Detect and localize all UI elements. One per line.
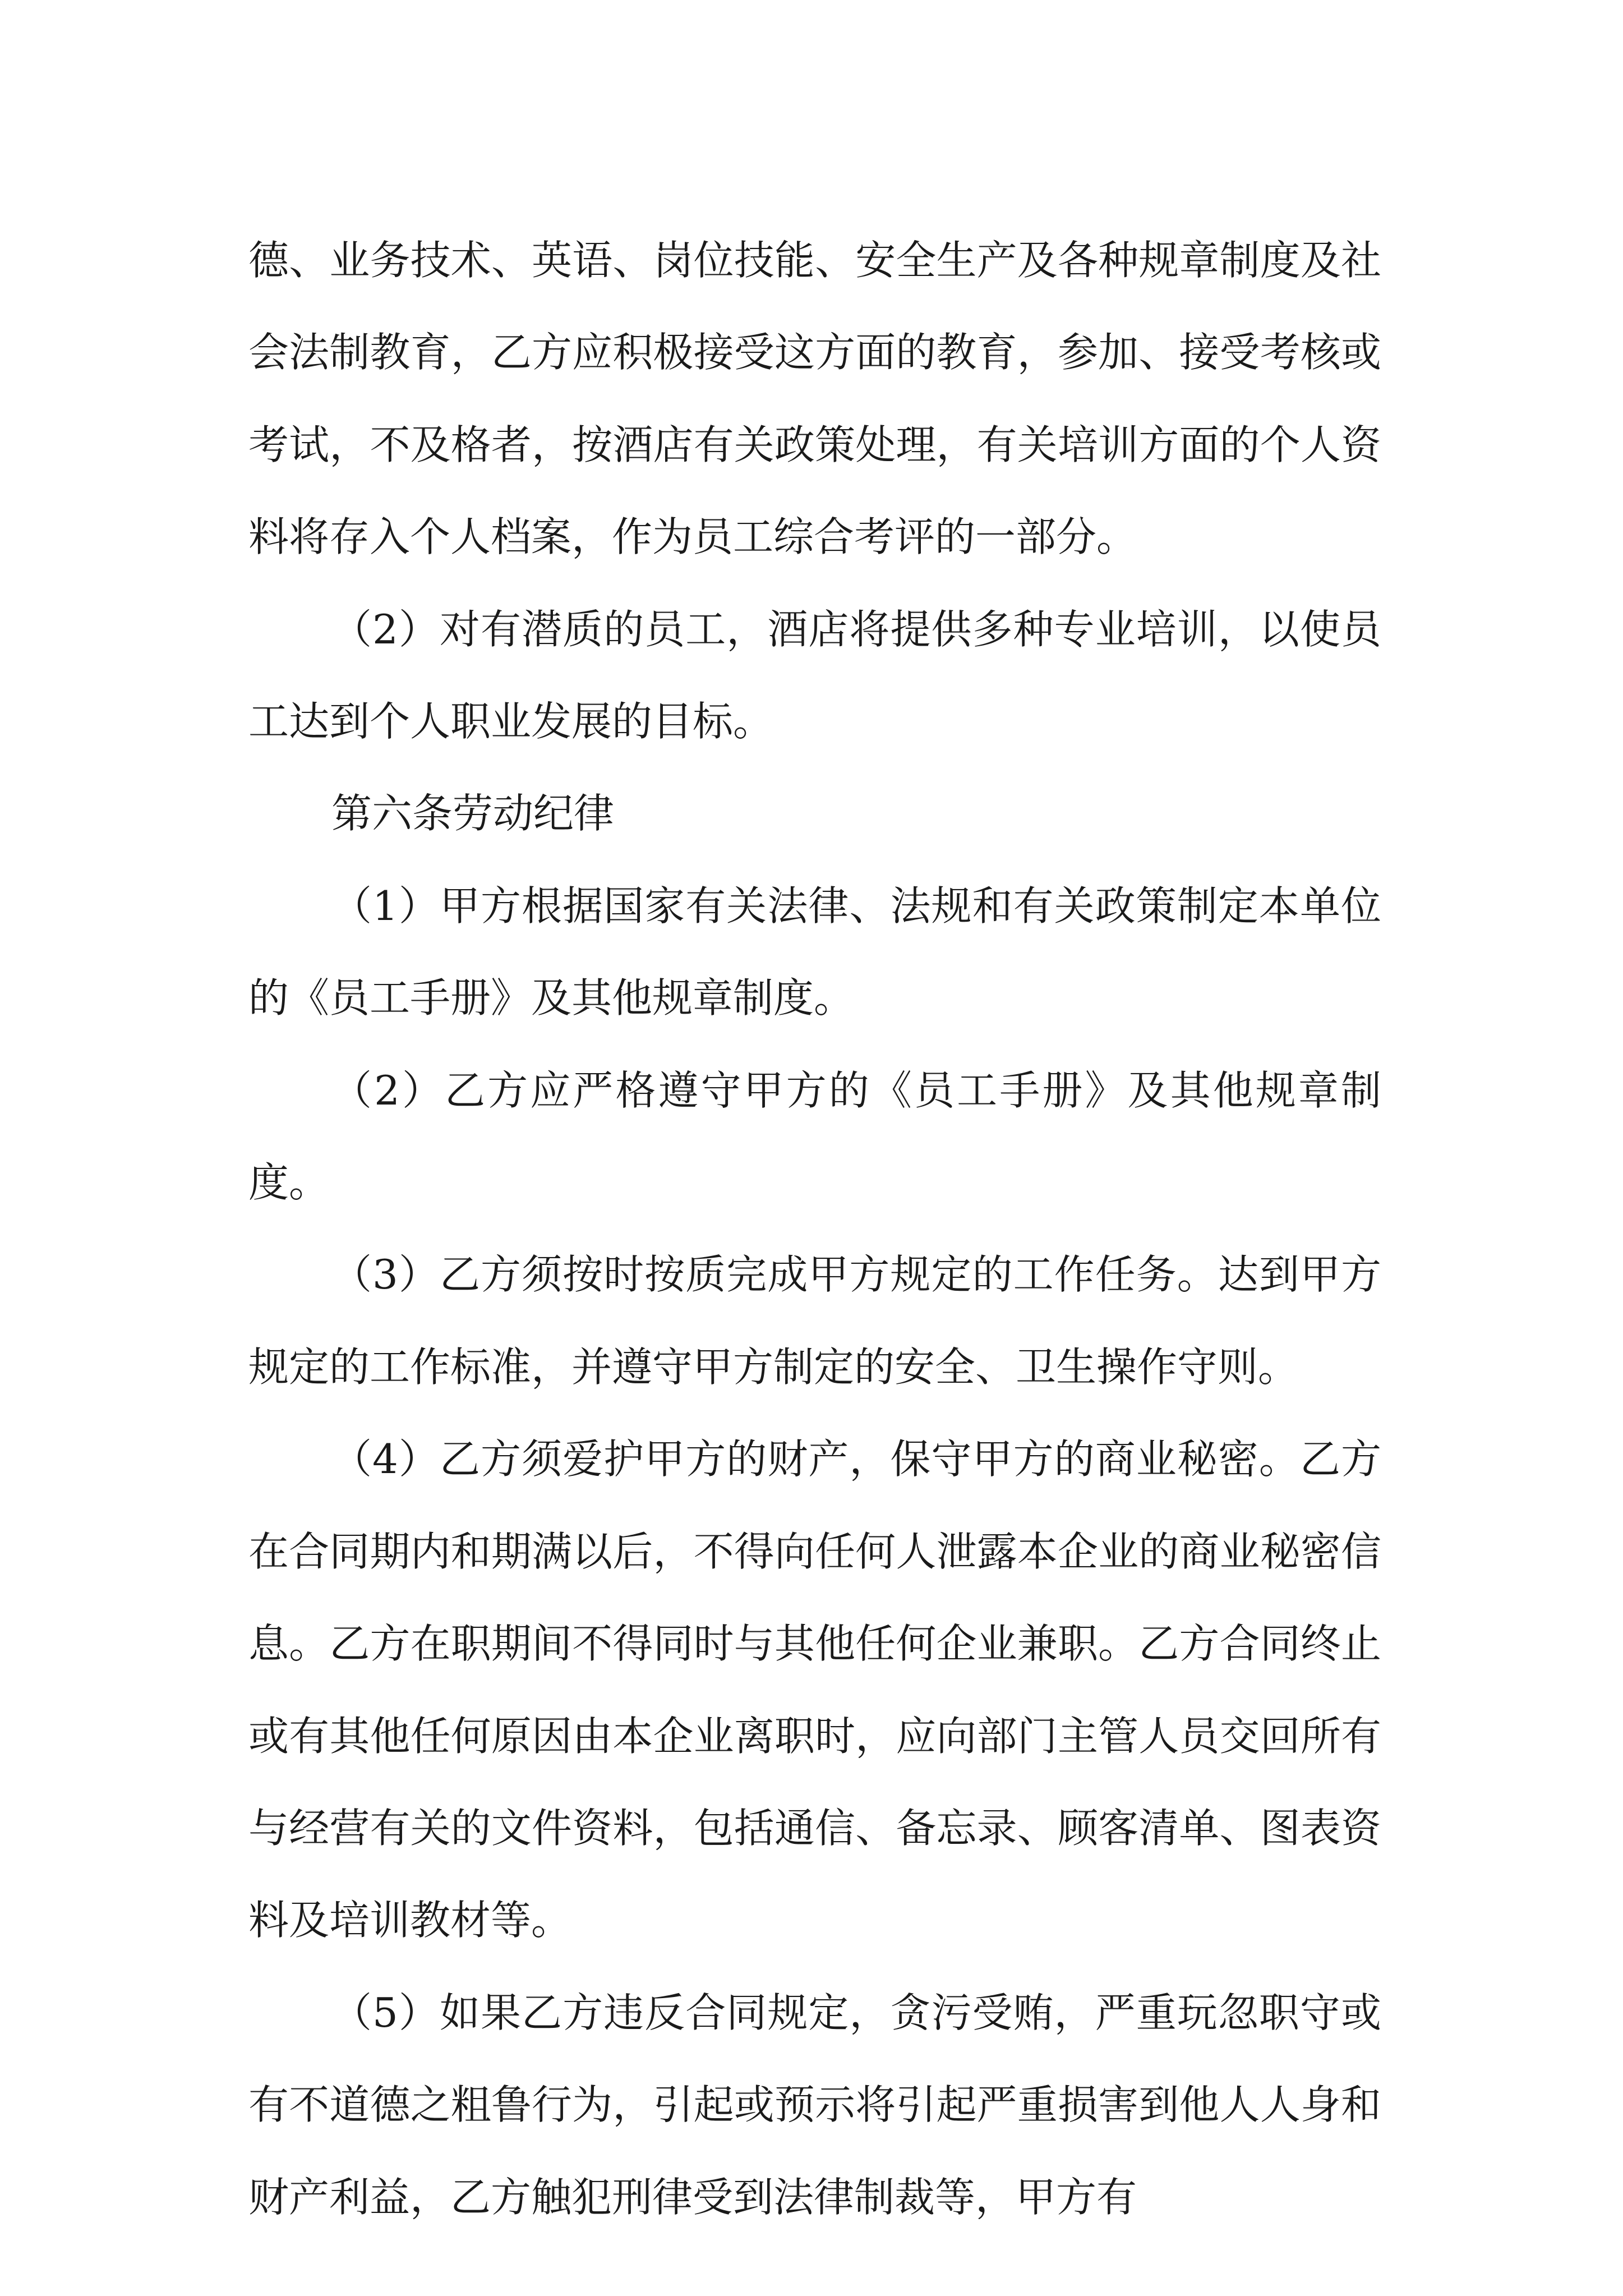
paragraph-clause-5-2: （2）对有潜质的员工，酒店将提供多种专业培训，以使员工达到个人职业发展的目标。	[248, 605, 1381, 746]
article-6-heading: 第六条劳动纪律	[331, 790, 615, 838]
paragraph-clause-6-1: （1）甲方根据国家有关法律、法规和有关政策制定本单位的《员工手册》及其他规章制度。	[248, 882, 1381, 1022]
paragraph-clause-6-4: （4）乙方须爱护甲方的财产，保守甲方的商业秘密。乙方在合同期内和期满以后，不得向任何人泄露本企业的商业秘密信息。乙方在职期间不得同时与其他任何企业兼职。乙方合同终止或有其他任何原因由本企业离职时，应向部门主管人员交回所有与经营有关的文件资料，包括通信、备忘录、顾客清单、图表资料及培训教材等。	[248, 1435, 1381, 1944]
paragraph-clause-6-2: （2）乙方应严格遵守甲方的《员工手册》及其他规章制度。	[248, 1066, 1381, 1207]
paragraph-clause-6-5: （5）如果乙方违反合同规定，贪污受贿，严重玩忽职守或有不道德之粗鲁行为，引起或预示将引起严重损害到他人人身和财产利益，乙方触犯刑律受到法律制裁等，甲方有	[248, 1989, 1381, 2221]
paragraph-clause-6-3: （3）乙方须按时按质完成甲方规定的工作任务。达到甲方规定的工作标准，并遵守甲方制定的安全、卫生操作守则。	[248, 1251, 1381, 1391]
document-body	[248, 214, 1381, 2243]
paragraph-training-continued: 德、业务技术、英语、岗位技能、安全生产及各种规章制度及社会法制教育，乙方应积极接受这方面的教育，参加、接受考核或考试，不及格者，按酒店有关政策处理，有关培训方面的个人资料将存入个人档案，作为员工综合考评的一部分。	[248, 237, 1381, 561]
